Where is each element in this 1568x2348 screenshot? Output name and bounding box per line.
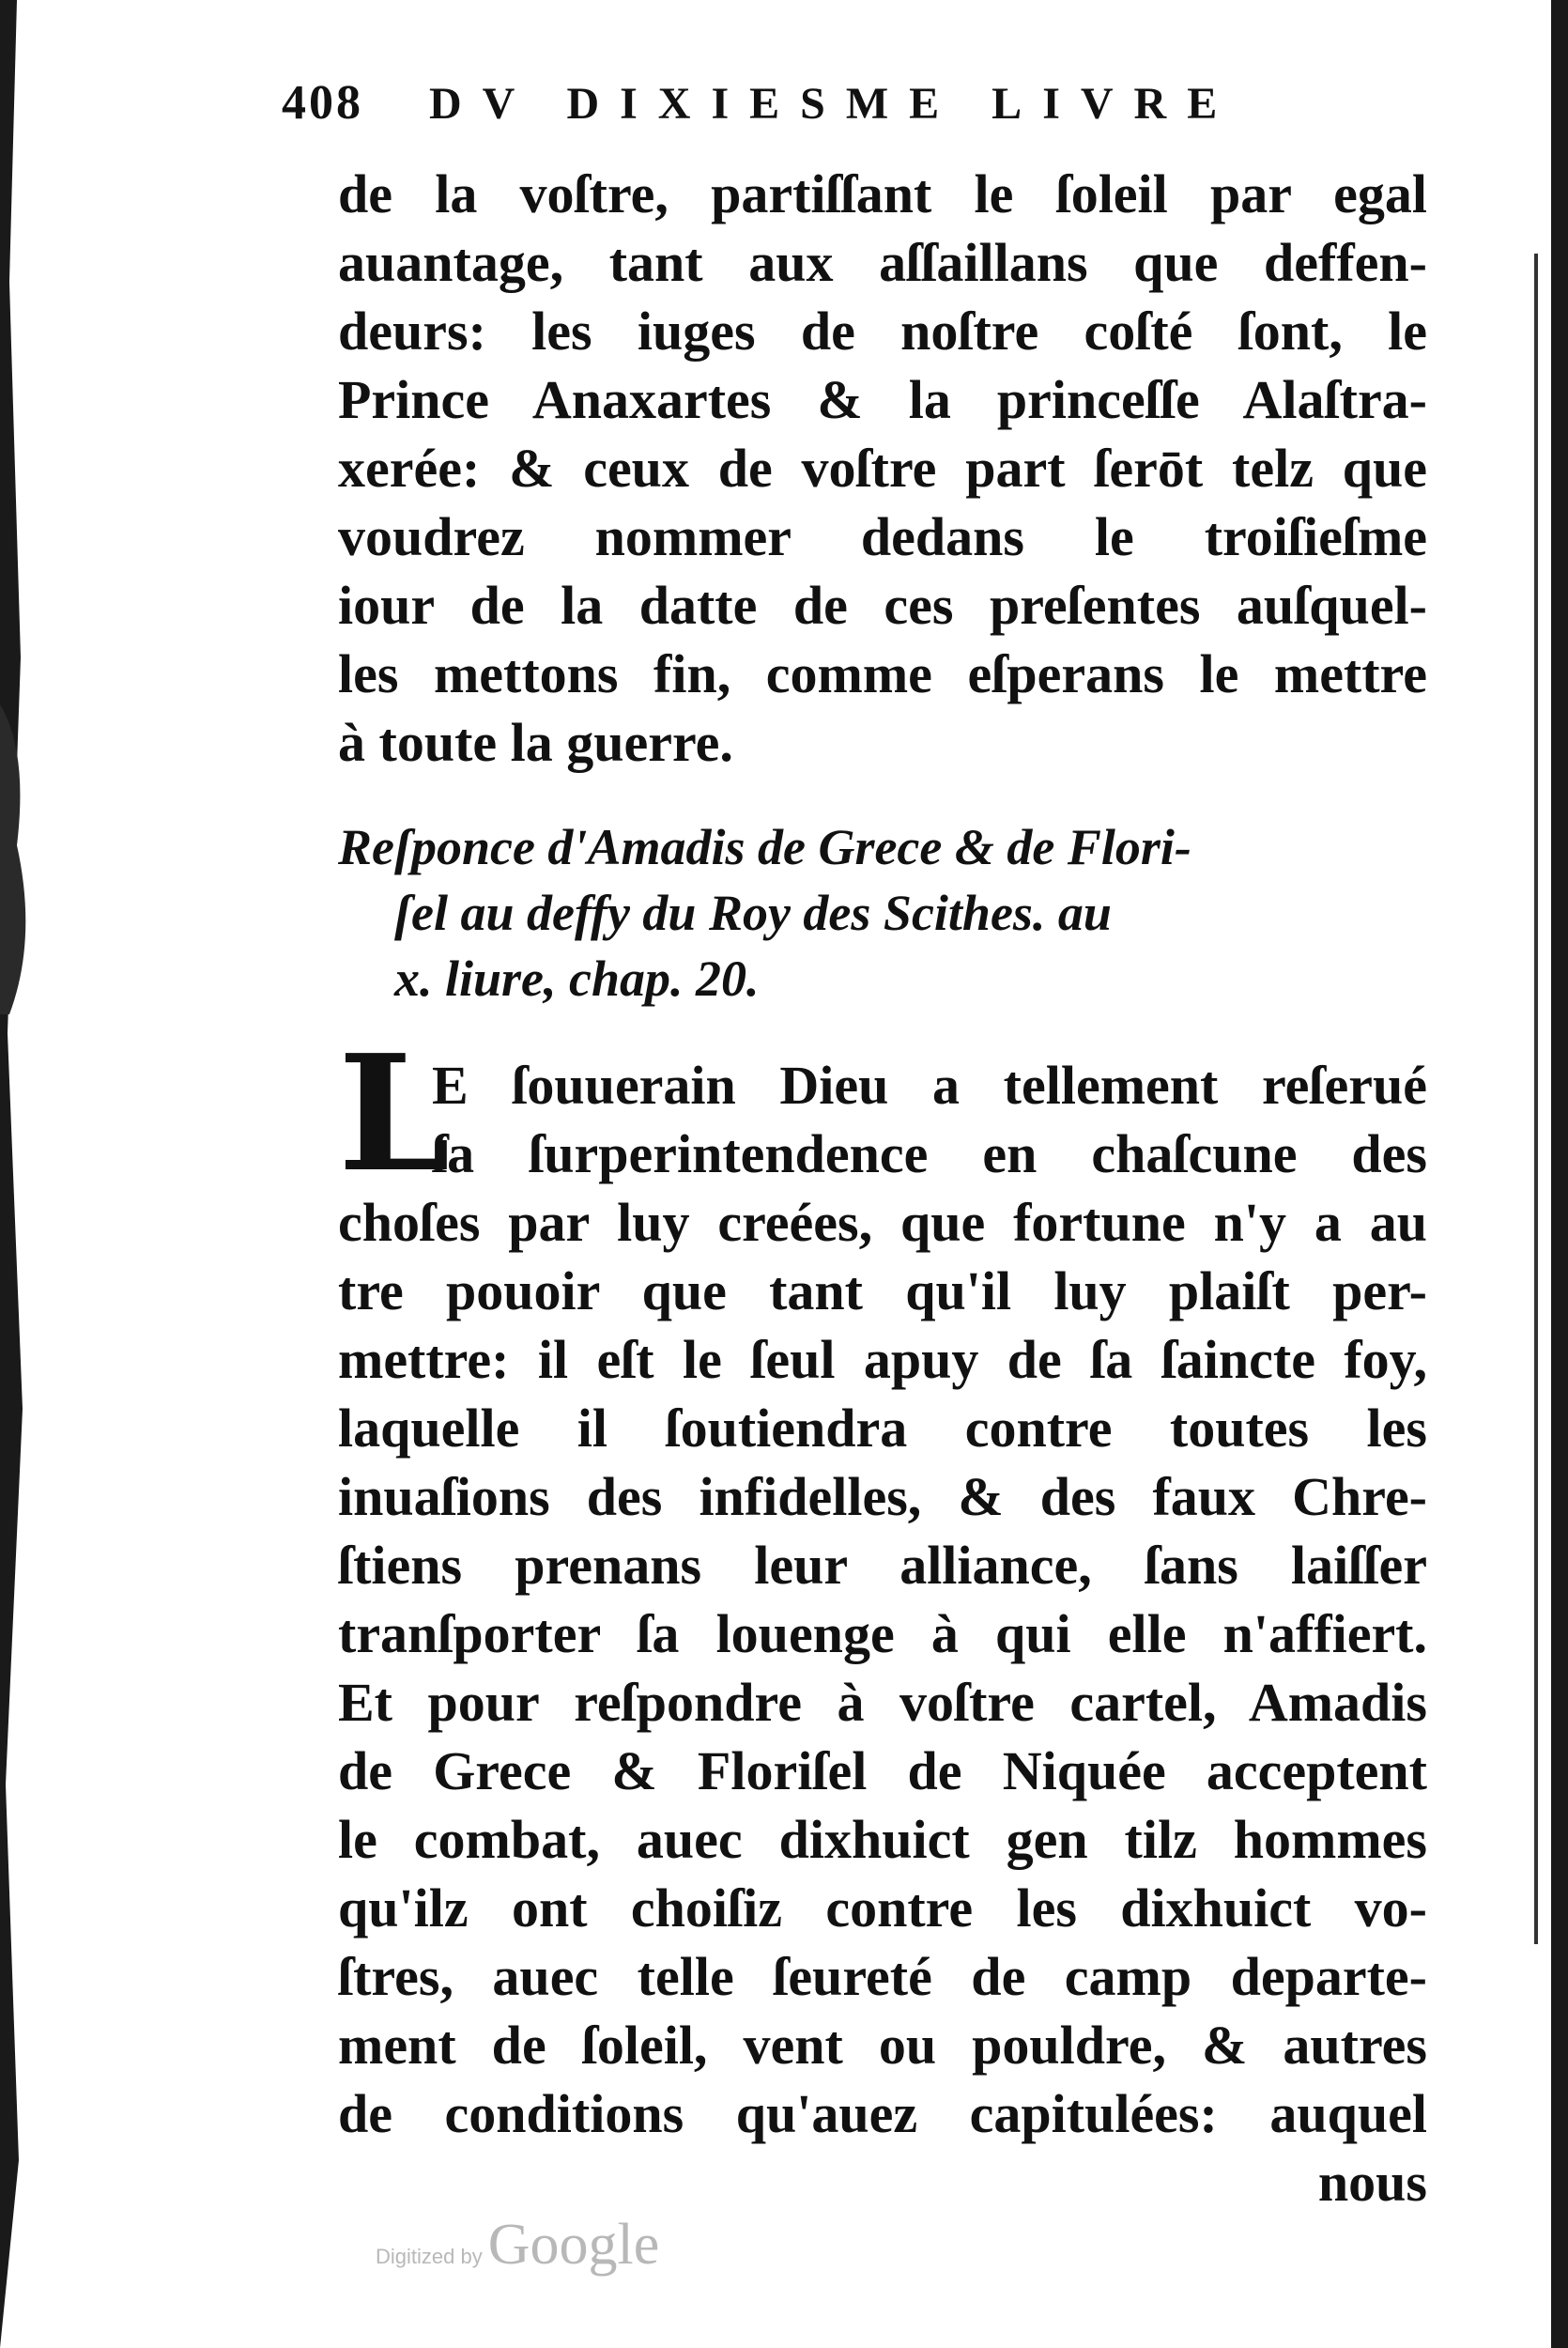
scan-edge-left bbox=[0, 0, 66, 2348]
text-line: de Grece & Floriſel de Niquée acceptent bbox=[338, 1740, 1427, 1801]
scan-edge-right bbox=[1502, 0, 1568, 2348]
watermark-logo-text: Google bbox=[487, 2213, 660, 2277]
text-line: de la voſtre, partiſſant le ſoleil par egal bbox=[338, 163, 1427, 224]
heading-line: ſel au deffy du Roy des Scithes. au bbox=[394, 885, 1112, 941]
text-line: voudrez nommer dedans le troiſieſme bbox=[338, 506, 1427, 567]
heading-line: Reſponce d'Amadis de Grece & de Flori- bbox=[338, 819, 1191, 875]
text-line: les mettons fin, comme eſperans le mettre bbox=[338, 643, 1427, 704]
text-line: Prince Anaxartes & la princeſſe Alaſtra- bbox=[338, 369, 1427, 430]
text-line: deurs: les iuges de noſtre coſté ſont, le bbox=[338, 301, 1427, 362]
text-line: tre pouoir que tant qu'il luy plaiſt per- bbox=[338, 1260, 1427, 1321]
text-line: ſtiens prenans leur alliance, ſans laiſſer bbox=[338, 1535, 1427, 1596]
text-line: de conditions qu'auez capitulées: auquel bbox=[338, 2083, 1427, 2144]
text-line: Et pour reſpondre à voſtre cartel, Amadis bbox=[338, 1672, 1427, 1733]
text-line: iour de la datte de ces preſentes auſquel- bbox=[338, 575, 1427, 636]
digitized-watermark bbox=[376, 2212, 659, 2278]
text-line: choſes par luy creées, que fortune n'y a au bbox=[338, 1192, 1427, 1253]
text-line: ment de ſoleil, vent ou pouldre, & autres bbox=[338, 2015, 1427, 2076]
text-line: inuaſions des infidelles, & des faux Chre- bbox=[338, 1466, 1427, 1527]
text-line: le combat, auec dixhuict gen tilz hommes bbox=[338, 1809, 1427, 1870]
main-paragraph bbox=[338, 1020, 1437, 2217]
text-line: à toute la guerre. bbox=[338, 712, 733, 773]
drop-cap: L bbox=[338, 1020, 451, 1208]
text-line: xerée: & ceux de voſtre part ſerōt telz que bbox=[338, 438, 1427, 499]
text-line: E ſouuerain Dieu a tellement reſerué bbox=[432, 1055, 1427, 1116]
section-heading bbox=[338, 814, 1437, 1012]
text-line: tranſporter ſa louenge à qui elle n'affiert. bbox=[338, 1603, 1427, 1664]
book-page bbox=[282, 75, 1437, 2217]
heading-line: x. liure, chap. 20. bbox=[394, 950, 760, 1007]
text-line: auantage, tant aux aſſaillans que deffen- bbox=[338, 232, 1427, 293]
text-line: laquelle il ſoutiendra contre toutes les bbox=[338, 1398, 1427, 1459]
page-header bbox=[282, 75, 1437, 160]
top-paragraph bbox=[338, 160, 1437, 777]
page-number: 408 bbox=[282, 76, 363, 130]
catchword: nous bbox=[1317, 2152, 1427, 2213]
text-line: mettre: il eſt le ſeul apuy de ſa ſaincte foy, bbox=[338, 1329, 1427, 1390]
text-line: ſa ſurperintendence en chaſcune des bbox=[432, 1123, 1427, 1184]
running-head: DV DIXIESME LIVRE bbox=[429, 79, 1238, 129]
watermark-small-text: Digitized by bbox=[376, 2245, 483, 2268]
text-line: ſtres, auec telle ſeureté de camp departe- bbox=[338, 1946, 1427, 2007]
text-line: qu'ilz ont choiſiz contre les dixhuict vo- bbox=[338, 1877, 1427, 1939]
